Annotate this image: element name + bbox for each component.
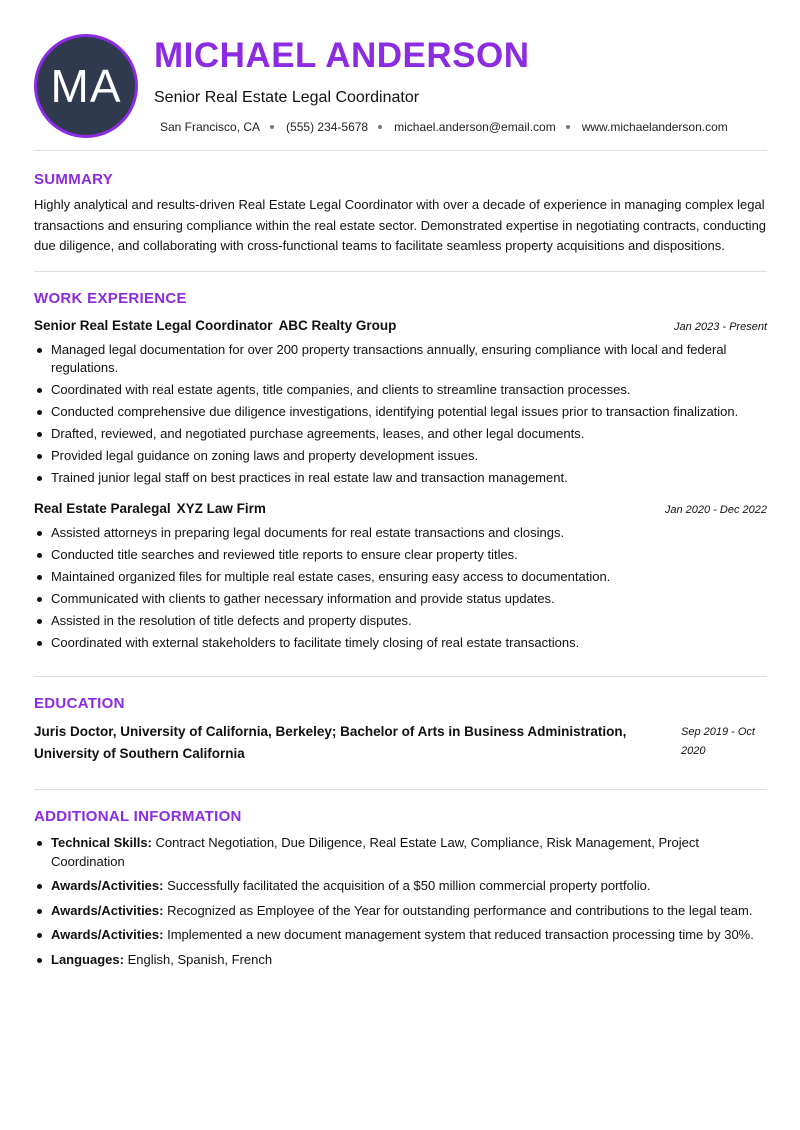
- education-degree: Juris Doctor, University of California, Berkeley; Bachelor of Arts in Business Administration, University of Southern California: [34, 724, 627, 761]
- info-label: Technical Skills:: [51, 835, 152, 850]
- job-bullet-list: [34, 524, 767, 653]
- separator-dot-icon: [378, 125, 382, 129]
- avatar-initials: MA: [34, 34, 138, 138]
- candidate-title: Senior Real Estate Legal Coordinator: [154, 89, 420, 106]
- resume-header: [34, 34, 767, 150]
- education-entry: [34, 721, 767, 765]
- info-text: Recognized as Employee of the Year for outstanding performance and contributions to the legal team.: [167, 902, 753, 918]
- list-item: [34, 902, 767, 921]
- additional-section: [34, 808, 767, 969]
- info-label: Awards/Activities:: [51, 927, 164, 942]
- job-entry: [34, 318, 767, 488]
- contact-location: San Francisco, CA: [160, 120, 261, 134]
- section-divider: [34, 676, 767, 677]
- list-item: Coordinated with external stakeholders to facilitate timely closing of real estate transactions.: [34, 634, 767, 653]
- list-item: Trained junior legal staff on best practices in real estate law and transaction management.: [34, 469, 767, 488]
- list-item: Maintained organized files for multiple real estate cases, ensuring easy access to documentation.: [34, 568, 767, 587]
- experience-heading: WORK EXPERIENCE: [34, 289, 187, 307]
- list-item: Conducted comprehensive due diligence investigations, identifying potential legal issues prior to transaction finalization.: [34, 403, 767, 422]
- list-item: [34, 951, 767, 970]
- section-divider: [34, 271, 767, 272]
- info-text: Contract Negotiation, Due Diligence, Real Estate Law, Compliance, Risk Management, Project Coordination: [51, 835, 699, 869]
- list-item: Assisted in the resolution of title defects and property disputes.: [34, 612, 767, 631]
- job-company: ABC Realty Group: [278, 317, 397, 333]
- list-item: [34, 834, 767, 871]
- info-text: Successfully facilitated the acquisition of a $50 million commercial property portfolio.: [167, 878, 651, 893]
- job-bullet-list: [34, 341, 767, 488]
- info-label: Languages:: [51, 951, 124, 967]
- additional-heading: ADDITIONAL INFORMATION: [34, 808, 242, 825]
- summary-section: [34, 171, 767, 257]
- job-header: [34, 318, 767, 333]
- info-label: Awards/Activities:: [51, 878, 164, 893]
- list-item: Conducted title searches and reviewed title reports to ensure clear property titles.: [34, 546, 767, 565]
- resume-page: [34, 34, 767, 969]
- candidate-name: MICHAEL ANDERSON: [154, 36, 530, 75]
- list-item: Communicated with clients to gather necessary information and provide status updates.: [34, 590, 767, 609]
- list-item: Coordinated with real estate agents, title companies, and clients to streamline transaction processes.: [34, 381, 767, 400]
- info-text: English, Spanish, French: [127, 951, 273, 967]
- section-divider: [34, 150, 767, 151]
- list-item: Managed legal documentation for over 200 property transactions annually, ensuring compliance with local and federal regulations.: [34, 341, 767, 378]
- list-item: Provided legal guidance on zoning laws and property development issues.: [34, 447, 767, 466]
- list-item: Drafted, reviewed, and negotiated purchase agreements, leases, and other legal documents.: [34, 425, 767, 444]
- education-dates: Sep 2019 - Oct 2020: [681, 726, 755, 757]
- additional-list: [34, 834, 767, 969]
- contact-phone: (555) 234-5678: [286, 120, 369, 134]
- job-header: [34, 501, 767, 516]
- list-item: Assisted attorneys in preparing legal documents for real estate transactions and closings.: [34, 524, 767, 543]
- job-dates: Jan 2020 - Dec 2022: [664, 503, 767, 516]
- separator-dot-icon: [270, 125, 274, 129]
- contact-bar: [160, 120, 728, 134]
- summary-text: Highly analytical and results-driven Real Estate Legal Coordinator with over a decade of experience in managing complex legal transactions and ensuring compliance within the real estate sector. Demonstrated expertise in negotiating contracts, conducting due diligence, and collaborating with cross-functional teams to facilitate seamless property acquisitions and dispositions.: [34, 197, 767, 253]
- summary-heading: SUMMARY: [34, 171, 114, 188]
- job-role: Real Estate Paralegal: [34, 500, 171, 516]
- section-divider: [34, 789, 767, 790]
- info-label: Awards/Activities:: [51, 902, 164, 918]
- contact-website[interactable]: www.michaelanderson.com: [581, 120, 728, 134]
- contact-email[interactable]: michael.anderson@email.com: [394, 120, 556, 134]
- separator-dot-icon: [566, 125, 570, 129]
- info-text: Implemented a new document management system that reduced transaction processing time by 30%.: [167, 927, 754, 942]
- job-dates: Jan 2023 - Present: [674, 320, 767, 333]
- job-entry: [34, 501, 767, 653]
- list-item: [34, 877, 767, 896]
- job-company: XYZ Law Firm: [176, 500, 266, 516]
- experience-section: [34, 290, 767, 653]
- education-heading: EDUCATION: [34, 695, 125, 712]
- education-section: [34, 695, 767, 765]
- job-role: Senior Real Estate Legal Coordinator: [34, 317, 273, 333]
- list-item: [34, 926, 767, 945]
